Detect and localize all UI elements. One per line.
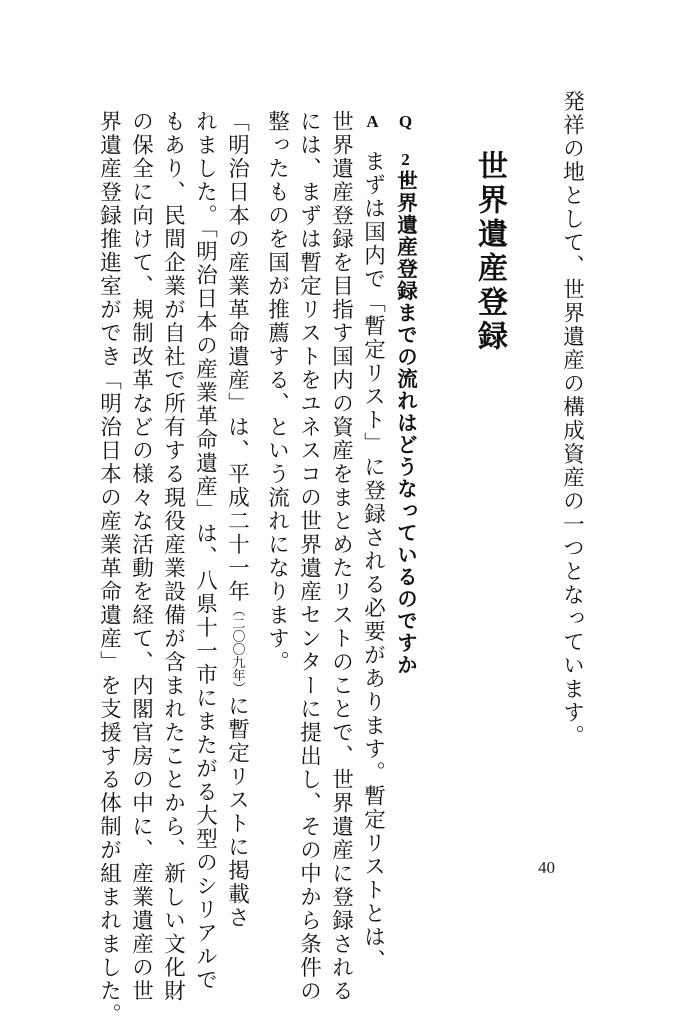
answer-line: 世界遺産登録を目指す国内の資産をまとめたリストのことで、世界遺産に登録される (328, 110, 354, 1003)
answer-line: の保全に向けて、規制改革などの様々な活動を経て、内閣官房の中に、産業遺産の世 (128, 110, 154, 1003)
answer-line: には、まずは暫定リストをユネスコの世界遺産センターに提出し、その中から条件の (296, 110, 322, 1003)
answer-line: 整ったものを国が推薦する、という流れになります。 (264, 110, 290, 674)
question-title: 世界遺産登録までの流れはどうなっているのですか (393, 170, 418, 676)
answer-paragraph2-first-line (226, 110, 248, 930)
question-label: Q 24 (396, 112, 415, 188)
year-note: （二〇〇九年） (229, 603, 245, 695)
answer-line: もあり、民間企業が自社で所有する現役産業設備が含まれたことから、新しい文化財 (160, 110, 186, 1003)
answer-label: A (363, 112, 382, 131)
answer-line: れました。「明治日本の産業革命遺産」は、八県十一市にまたがる大型のシリアルで (192, 110, 218, 993)
answer-line: 界遺産登録推進室ができ「明治日本の産業革命遺産」を支援する体制が組まれました。 (96, 110, 122, 1027)
page-number: 40 (538, 858, 555, 877)
answer-text: 「明治日本の産業革命遺産」は、平成二十一年 (224, 110, 250, 604)
answer-line: まずは国内で「暫定リスト」に登録される必要があります。暫定リストとは、 (360, 150, 386, 973)
answer-text: に暫定リストに掲載さ (224, 694, 250, 930)
section-heading: 世界遺産登録 (472, 150, 507, 354)
intro-line: 発祥の地として、世界遺産の構成資産の一つとなっています。 (559, 90, 585, 748)
